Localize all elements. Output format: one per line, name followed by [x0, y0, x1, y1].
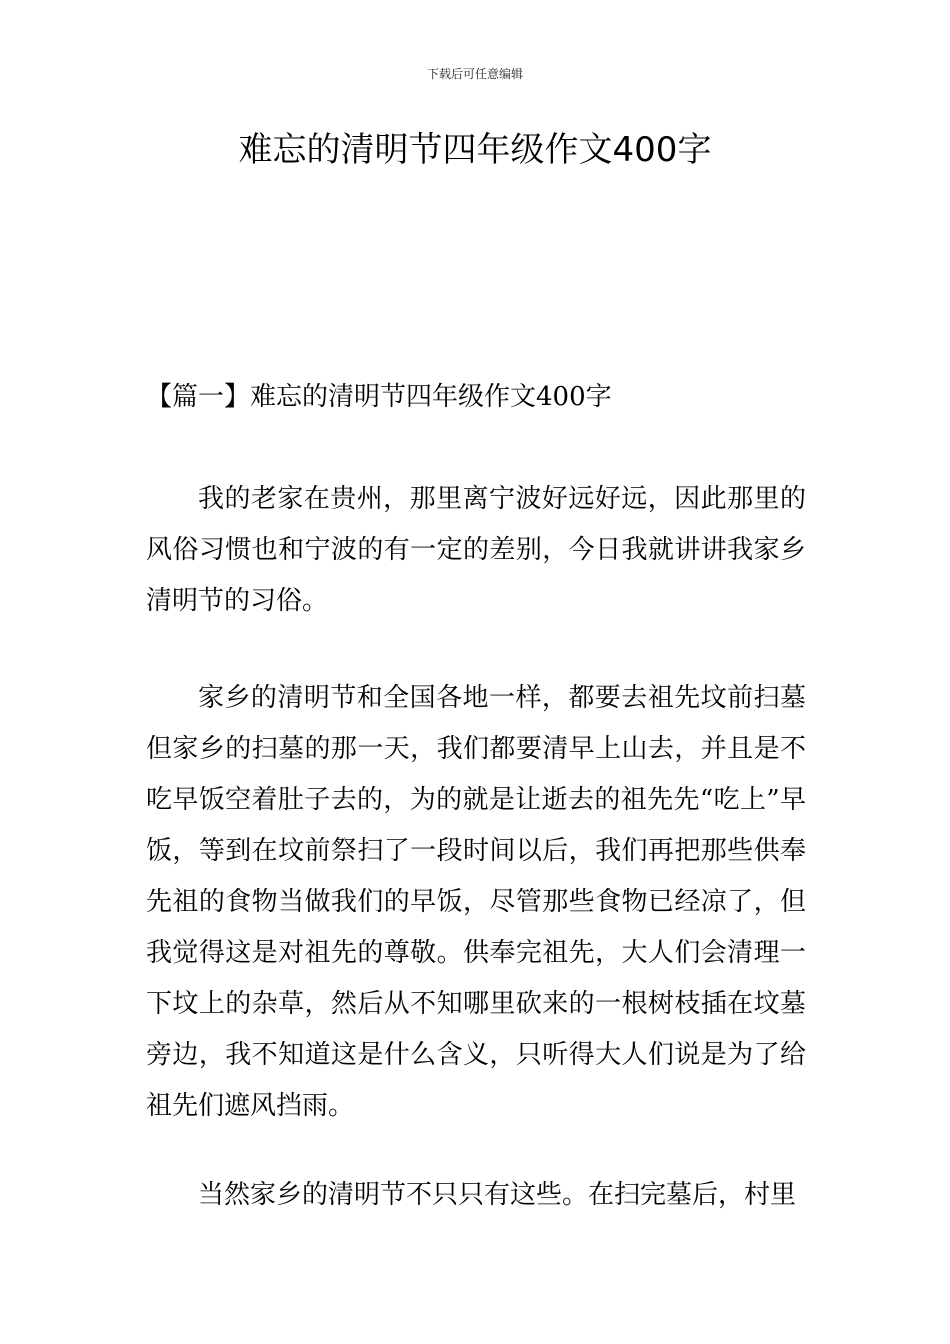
paragraph-3: 当然家乡的清明节不只只有这些。在扫完墓后，村里 [198, 1180, 797, 1210]
header-note: 下载后可任意编辑 [426, 67, 523, 81]
section-heading: 【篇一】难忘的清明节四年级作文400字 [146, 382, 612, 412]
paragraph-1: 我的老家在贵州，那里离宁波好远好远，因此那里的风俗习惯也和宁波的有一定的差别，今日我就讲讲我家乡清明节的习俗。 [146, 484, 806, 616]
document-title: 难忘的清明节四年级作文400字 [238, 130, 712, 170]
paragraph-2: 家乡的清明节和全国各地一样，都要去祖先坟前扫墓但家乡的扫墓的那一天，我们都要清早上山去，并且是不吃早饭空着肚子去的，为的就是让逝去的祖先先“吃上”早饭，等到在坟前祭扫了一段时间以后，我们再把那些供奉先祖的食物当做我们的早饭，尽管那些食物已经凉了，但我觉得这是对祖先的尊敬。供奉完祖先，大人们会清理一下坟上的杂草，然后从不知哪里砍来的一根树枝插在坟墓旁边，我不知道这是什么含义，只听得大人们说是为了给祖先们遮风挡雨。 [146, 683, 806, 1121]
